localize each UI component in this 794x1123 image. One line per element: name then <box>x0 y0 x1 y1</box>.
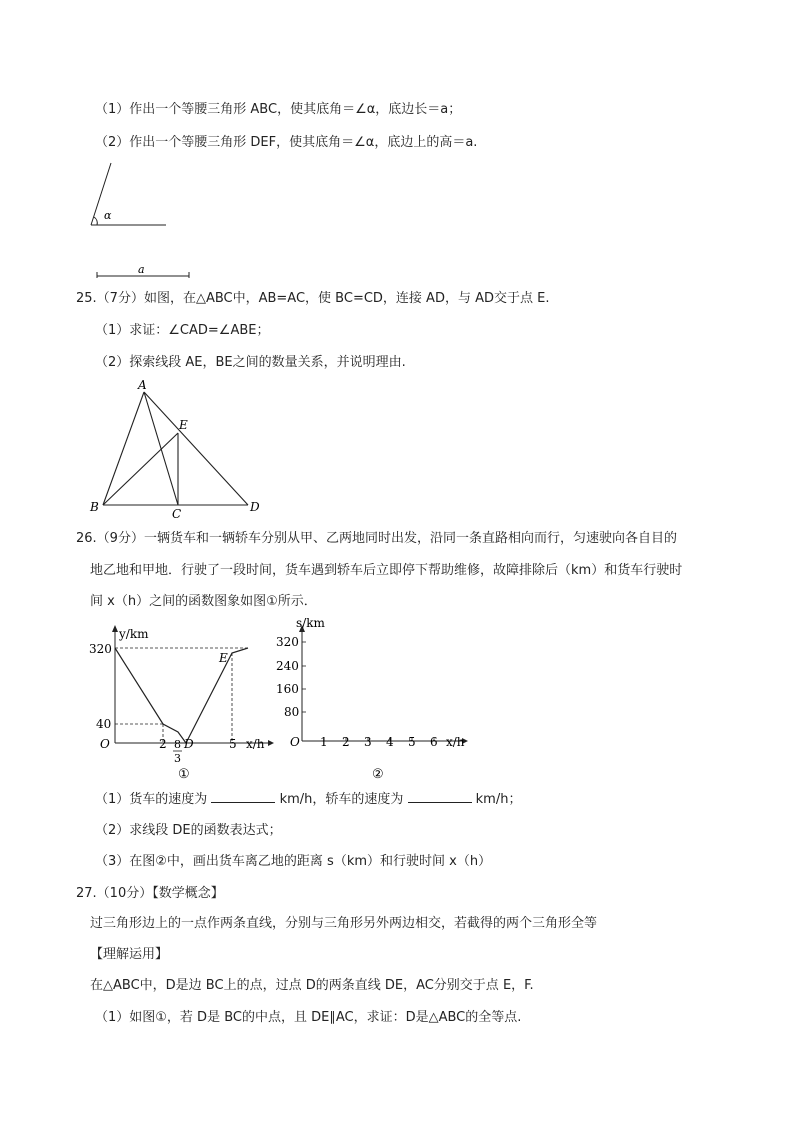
fig1-x2: 2 <box>159 737 167 751</box>
fig2-x3: 3 <box>364 735 372 749</box>
q27-section: 【理解运用】 <box>90 947 169 962</box>
fig1-xlabel: x/h <box>246 737 265 751</box>
segment-a-label: a <box>138 263 145 276</box>
fig1-x5: 5 <box>229 737 237 751</box>
q24-part2: （2）作出一个等腰三角形 DEF，使其底角＝∠α，底边上的高＝a. <box>95 135 478 150</box>
fig1-y40: 40 <box>96 717 112 731</box>
figure1-graph <box>86 624 276 784</box>
fig1-frac-den: 3 <box>174 752 181 765</box>
label-C: C <box>172 507 182 521</box>
fig2-y240: 240 <box>276 659 299 673</box>
label-E: E <box>179 418 188 432</box>
q26-stem-line2: 地乙地和甲地．行驶了一段时间，货车遇到轿车后立即停下帮助维修，故障排除后（km）和货车行驶时 <box>90 563 683 578</box>
fig2-y80: 80 <box>284 705 300 719</box>
fig2-x5: 5 <box>408 735 416 749</box>
figure2-graph <box>276 612 476 784</box>
fig2-x4: 4 <box>386 735 394 749</box>
label-D: D <box>250 500 260 514</box>
fig2-caption: ② <box>372 767 384 782</box>
fig1-frac-num: 8 <box>174 738 181 751</box>
speed-car-blank <box>408 790 472 803</box>
q25-stem: 25.（7分）如图，在△ABC中，AB=AC，使 BC=CD，连接 AD，与 AD交于点 E. <box>76 291 550 306</box>
fig2-x6: 6 <box>430 735 438 749</box>
fig2-xlabel: x/h <box>446 735 465 749</box>
q27-setup: 在△ABC中，D是边 BC上的点，过点 D的两条直线 DE，AC分别交于点 E，F. <box>90 978 534 993</box>
q26-part1-unit1: km/h，轿车的速度为 <box>279 792 404 807</box>
q26-part1-unit2: km/h； <box>475 792 522 807</box>
fig1-point-D: D <box>184 737 194 751</box>
q27-concept: 过三角形边上的一点作两条直线，分别与三角形另外两边相交，若截得的两个三角形全等 <box>90 916 598 931</box>
q26-stem-line3: 间 x（h）之间的函数图象如图①所示． <box>90 594 317 609</box>
q25-part1: （1）求证：∠CAD=∠ABE； <box>95 323 270 338</box>
label-A: A <box>138 378 147 392</box>
q26-part1-prefix: （1）货车的速度为 <box>95 792 208 807</box>
q24-part1: （1）作出一个等腰三角形 ABC，使其底角＝∠α，底边长＝a； <box>95 102 462 117</box>
fig2-ylabel: s/km <box>296 616 325 630</box>
alpha-label: α <box>104 209 112 222</box>
q26-part2: （2）求线段 DE的函数表达式； <box>95 823 282 838</box>
q26-part1 <box>95 790 521 809</box>
fig2-y320: 320 <box>276 635 299 649</box>
q26-stem-line1: 26.（9分）一辆货车和一辆轿车分别从甲、乙两地同时出发，沿同一条直路相向而行，匀速驶向各自目的 <box>76 531 677 546</box>
fig2-origin: O <box>290 735 300 749</box>
fig1-caption: ① <box>178 767 190 782</box>
q27-part1: （1）如图①，若 D是 BC的中点，且 DE∥AC，求证：D是△ABC的全等点. <box>95 1010 522 1025</box>
triangle-figure <box>85 378 275 521</box>
q25-part2: （2）探索线段 AE，BE之间的数量关系，并说明理由. <box>95 355 406 370</box>
label-B: B <box>90 500 99 514</box>
fig1-point-E: E <box>219 651 228 665</box>
q27-stem: 27.（10分）【数学概念】 <box>76 886 224 901</box>
fig1-y320: 320 <box>89 642 112 656</box>
fig2-y160: 160 <box>276 682 299 696</box>
speed-truck-blank <box>211 790 275 803</box>
fig1-ylabel: y/km <box>119 627 149 641</box>
angle-alpha-figure <box>88 160 178 230</box>
q26-part3: （3）在图②中，画出货车离乙地的距离 s（km）和行驶时间 x（h） <box>95 854 492 869</box>
segment-a-figure <box>96 262 192 282</box>
fig2-x1: 1 <box>320 735 328 749</box>
fig1-origin: O <box>100 737 110 751</box>
fig2-x2: 2 <box>342 735 350 749</box>
